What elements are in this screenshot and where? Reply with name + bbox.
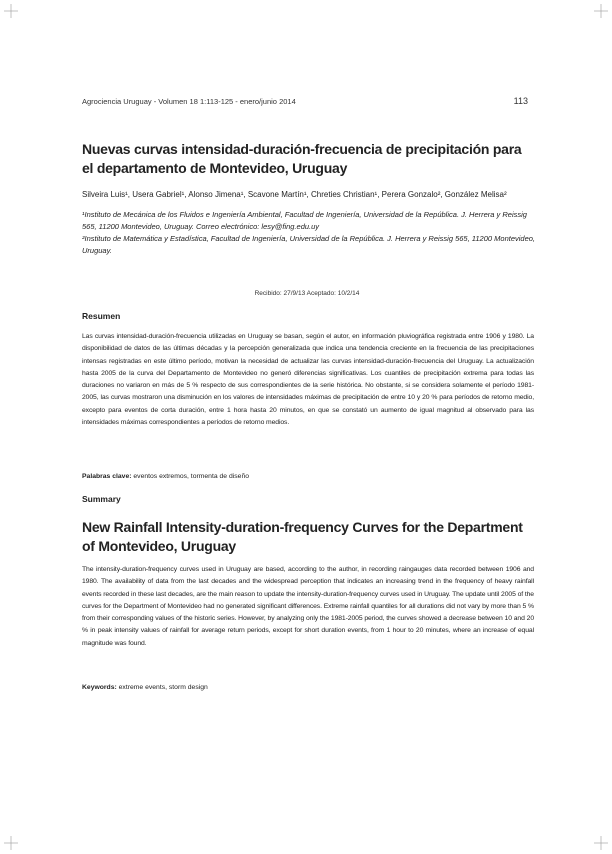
keywords-en-values: extreme events, storm design xyxy=(118,684,208,691)
author-list: Silveira Luis¹, Usera Gabriel¹, Alonso Jimena¹, Scavone Martín¹, Chreties Christian¹, Perera Gonzalo², González Melisa² xyxy=(82,190,507,199)
keywords-es-values: eventos extremos, tormenta de diseño xyxy=(133,473,250,480)
keywords-es-label: Palabras clave: xyxy=(82,473,132,480)
keywords-en xyxy=(82,684,208,691)
summary-text: The intensity-duration-frequency curves used in Uruguay are based, according to the author, in recording raingauges data recorded between 1906 and 1980. The availability of data from the last decades and the widespread perception that indicates an increasing trend in the frequency of heavy rainfall events recorded in these last decades, are the main reason to update the intensity-duration-frequency curves used in Uruguay. The update until 2005 of the curves for the Department of Montevideo had no generated significant differences. Extreme rainfall quantiles for all durations did not vary by more than 5 % from their corresponding values of the historic series. However, by analyzing only the 1981-2005 period, the curves showed a decrease between 10 and 20 % in peak intensity values of rainfall for average return periods, except for short duration events, from 1 hour to 20 minutes, where an increase of equal magnitude was found. xyxy=(82,566,534,647)
crop-mark-top-right xyxy=(594,4,608,18)
keywords-es xyxy=(82,473,249,480)
resumen-text: Las curvas intensidad-duración-frecuencia utilizadas en Uruguay se basan, según el autor, en información pluviográfica registrada entre 1906 y 1980. La disponibilidad de datos de las últimas décadas y la percepción generalizada que indica una tendencia creciente en la frecuencia de las precipitaciones intensas registradas en este último período, motivan la necesidad de actualizar las curvas intensidad-duración-frecuencia del Uruguay. La actualización hasta 2005 de la curva del Departamento de Montevideo no generó diferencias significativas. Los cuantiles de precipitación extrema para todas las duraciones no variaron en más de 5 % respecto de sus correspondientes de la serie histórica. No obstante, si se considera solamente el período 1981-2005, las curvas mostraron una disminución en los valores de intensidades máximas de precipitación de entre 10 y 20 % para períodos de retorno medio, excepto para eventos de corta duración, entre 1 hora hasta 20 minutos, en que se constató un aumento de igual magnitud al observado para las intensidades máximas correspondientes a períodos de retorno medios. xyxy=(82,333,534,427)
resumen-heading: Resumen xyxy=(82,311,121,321)
received-accepted-dates: Recibido: 27/9/13 Aceptado: 10/2/14 xyxy=(254,290,360,297)
summary-heading: Summary xyxy=(82,494,121,504)
keywords-en-label: Keywords: xyxy=(82,684,117,691)
crop-mark-top-left xyxy=(4,4,18,18)
article-title-es: Nuevas curvas intensidad-duración-frecuencia de precipitación para el departamento de Montevideo, Uruguay xyxy=(82,141,522,176)
crop-mark-bottom-left xyxy=(4,836,18,850)
affiliations xyxy=(82,209,542,257)
affiliation-1: ¹Instituto de Mecánica de los Fluidos e Ingeniería Ambiental, Facultad de Ingeniería, Universidad de la República. J. Herrera y Reissig 565, 11200 Montevideo, Uruguay. Correo electrónico: lesy@fing.edu.uy xyxy=(82,210,527,231)
article-title-en: New Rainfall Intensity-duration-frequency Curves for the Department of Montevideo, Uruguay xyxy=(82,519,523,554)
crop-mark-bottom-right xyxy=(594,836,608,850)
journal-line: Agrociencia Uruguay - Volumen 18 1:113-125 - enero/junio 2014 xyxy=(82,97,296,106)
affiliation-2: ²Instituto de Matemática y Estadística, Facultad de Ingeniería, Universidad de la República. J. Herrera y Reissig 565, 11200 Montevideo, Uruguay. xyxy=(82,234,536,255)
page-number: 113 xyxy=(513,96,528,106)
running-header xyxy=(82,97,528,106)
